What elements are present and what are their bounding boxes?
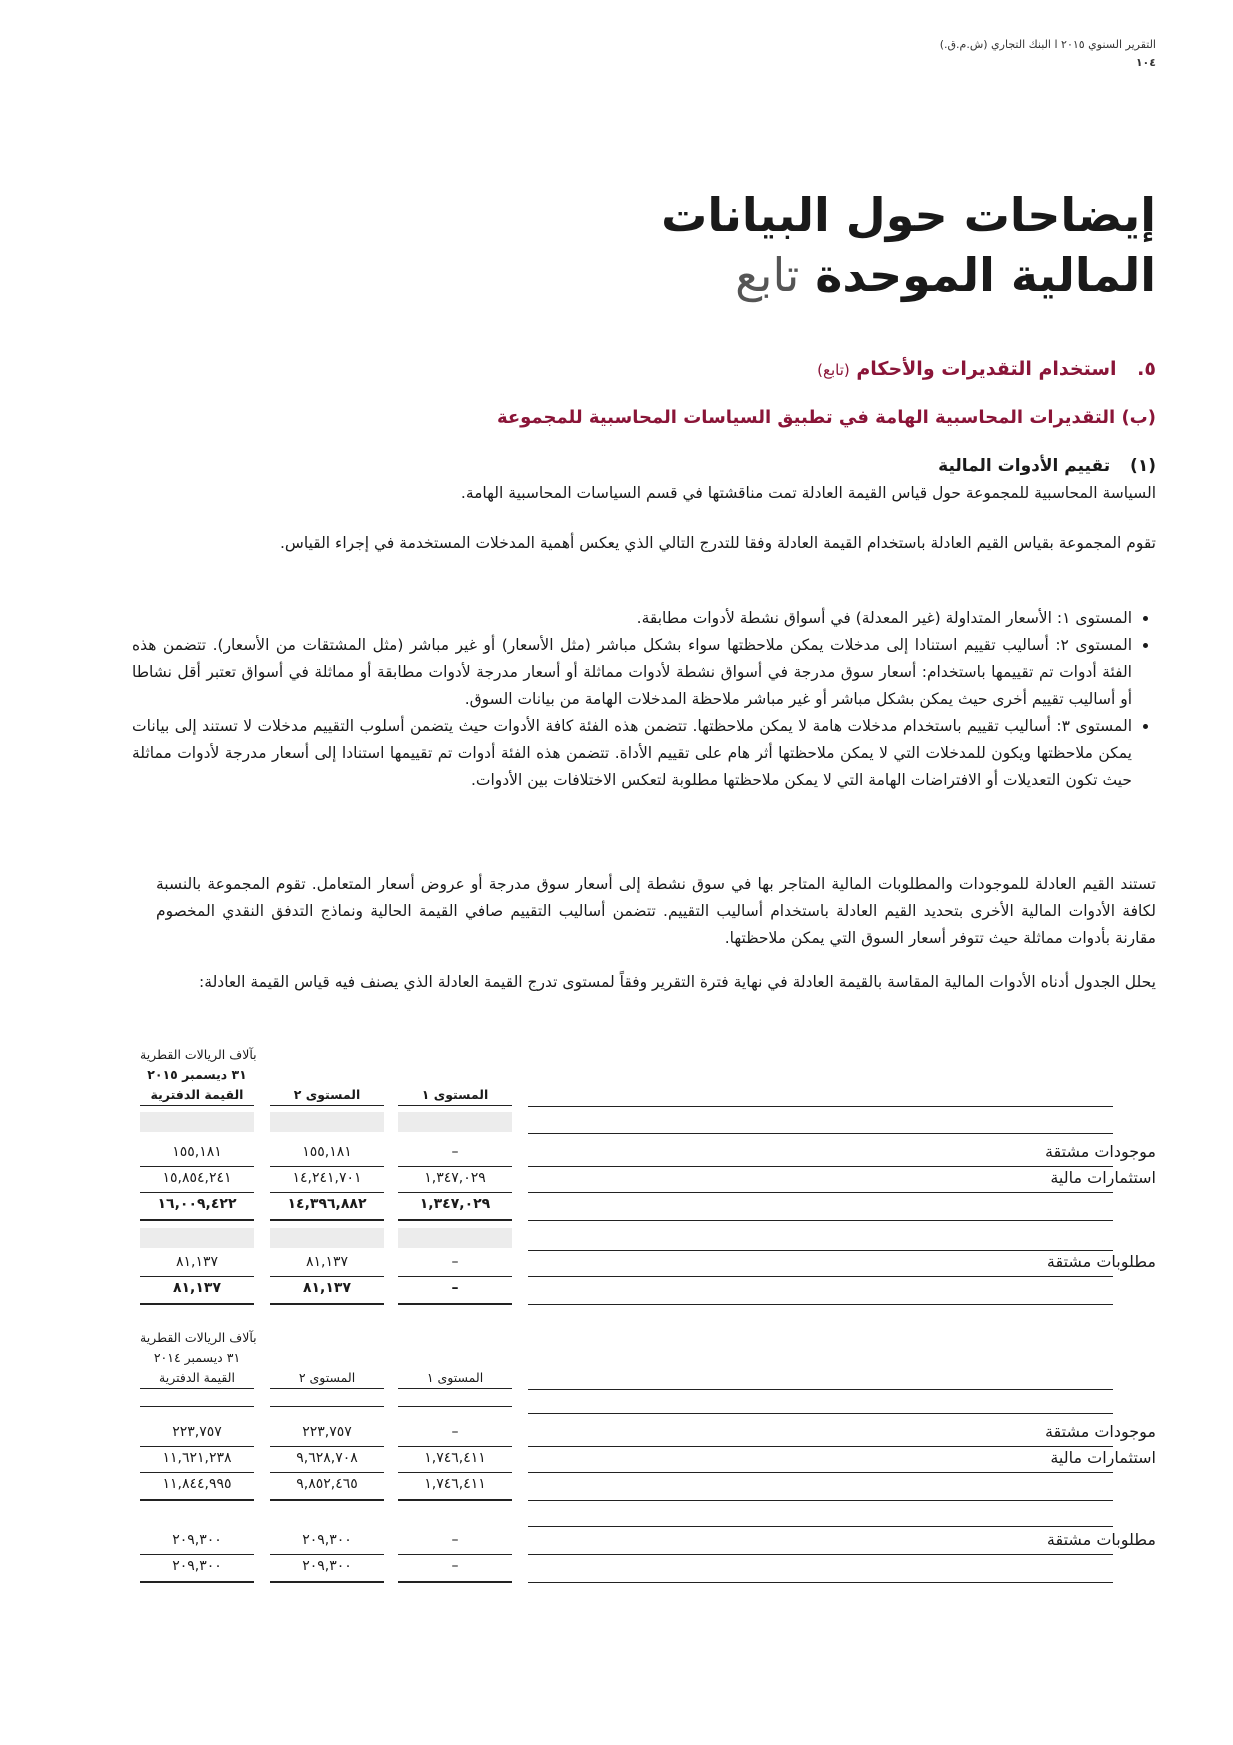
label-col-rule [528, 1304, 1113, 1305]
row-label: موجودات مشتقة [1044, 1422, 1156, 1441]
list-item: • المستوى ٢: أساليب تقييم استنادا إلى مدخلات يمكن ملاحظتها سواء بشكل مباشر (مثل الأسعار) أو غير مباشر (مثل المشتقات من الأسعار). تتضمن هذه الفئة أدوات تم تقييمها باستخدام: أسعار سوق مدرجة في أسواق نشطة لأدوات مماثلة أو أسعار مدرجة لأدوات مطابقة أو مماثلة في أسواق تعتبر أقل نشاطا أو أساليب تقييم أخرى حيث يمكن بشكل مباشر أو غير مباشر ملاحظة المدخلات الهامة من بيانات السوق. [132, 632, 1132, 713]
report-header: التقرير السنوي ٢٠١٥ ا البنك التجاري (ش.م.ق.) [939, 38, 1156, 51]
label-col-rule [528, 1413, 1113, 1414]
table-date: ٣١ ديسمبر ٢٠١٤ [153, 1350, 241, 1365]
label-col-rule [528, 1133, 1113, 1134]
total-rule [270, 1303, 384, 1305]
table-unit: بآلاف الريالات القطرية [140, 1047, 257, 1062]
cell-carrying: ٨١,١٣٧ [172, 1280, 222, 1296]
total-rule [140, 1499, 254, 1501]
cell-carrying: ٢٢٣,٧٥٧ [172, 1424, 222, 1440]
cell-rule [398, 1276, 512, 1277]
cell-rule [398, 1166, 512, 1167]
total-rule [270, 1499, 384, 1501]
cell-level1: – [451, 1144, 459, 1160]
cell-rule [398, 1446, 512, 1447]
cell-rule [140, 1472, 254, 1473]
total-rule [398, 1219, 512, 1221]
label-col-rule [528, 1526, 1113, 1527]
cell-carrying: ٢٠٩,٣٠٠ [172, 1532, 222, 1548]
cell-carrying: ٢٠٩,٣٠٠ [172, 1558, 222, 1574]
cell-carrying: ٨١,١٣٧ [175, 1254, 219, 1270]
cell-level2: ١٥٥,١٨١ [302, 1144, 352, 1160]
total-rule [398, 1499, 512, 1501]
page-number: ١٠٤ [1135, 56, 1156, 69]
total-rule [140, 1219, 254, 1221]
cell-rule [140, 1166, 254, 1167]
cell-rule [398, 1472, 512, 1473]
cell-carrying: ١٥,٨٥٤,٢٤١ [162, 1170, 232, 1186]
title-continued: تابع [735, 248, 800, 302]
total-rule [140, 1581, 254, 1583]
cell-rule [270, 1192, 384, 1193]
label-col-rule [528, 1500, 1113, 1501]
row-label: مطلوبات مشتقة [1046, 1530, 1156, 1549]
table-date: ٣١ ديسمبر ٢٠١٥ [147, 1067, 247, 1082]
cell-rule [140, 1192, 254, 1193]
cell-level2: ٩,٦٢٨,٧٠٨ [296, 1450, 358, 1466]
col-header-level1: المستوى ١ [398, 1370, 512, 1389]
cell-rule [270, 1276, 384, 1277]
paragraph-fair-value: تستند القيم العادلة للموجودات والمطلوبات المالية المتاجر بها في سوق نشطة إلى أسعار سوق مدرجة أو عروض أسعار المتعامل. تقوم المجموعة بالنسبة لكافة الأدوات المالية الأخرى بتحديد القيم العادلة باستخدام أساليب التقييم. تتضمن أساليب التقييم صافي القيمة الحالية ونماذج التدفق النقدي المخصوم مقارنة بأدوات مماثلة حيث تتوفر أسعار السوق التي يمكن ملاحظتها. [156, 875, 1156, 947]
shade-cell [398, 1112, 512, 1132]
cell-rule [270, 1554, 384, 1555]
cell-rule [398, 1192, 512, 1193]
cell-level1: ١,٣٤٧,٠٢٩ [419, 1196, 491, 1212]
subsection-1-heading [938, 456, 1156, 476]
label-col-rule [528, 1220, 1113, 1221]
cell-rule [270, 1446, 384, 1447]
label-col-rule [528, 1106, 1113, 1107]
cell-level1: – [451, 1532, 459, 1548]
cell-rule [140, 1276, 254, 1277]
cell-rule [270, 1472, 384, 1473]
total-rule [398, 1303, 512, 1305]
subsection-b-heading: (ب) التقديرات المحاسبية الهامة في تطبيق السياسات المحاسبية للمجموعة [496, 407, 1156, 428]
shade-cell [270, 1112, 384, 1132]
cell-level1: – [451, 1424, 459, 1440]
paragraph-hierarchy: تقوم المجموعة بقياس القيم العادلة باستخدام القيمة العادلة وفقا للتدرج التالي الذي يعكس أهمية المدخلات المستخدمة في إجراء القياس. [280, 534, 1156, 552]
shade-cell [270, 1228, 384, 1248]
cell-level1: ١,٧٤٦,٤١١ [424, 1476, 486, 1492]
total-rule [270, 1219, 384, 1221]
cell-level2: ٢٠٩,٣٠٠ [302, 1558, 352, 1574]
label-col-rule [528, 1250, 1113, 1251]
total-rule [140, 1303, 254, 1305]
section-heading [817, 358, 1156, 380]
total-rule [398, 1581, 512, 1583]
cell-level1: ١,٣٤٧,٠٢٩ [424, 1170, 486, 1186]
col-header-level2: المستوى ٢ [270, 1370, 384, 1389]
cell-carrying: ١٦,٠٠٩,٤٢٢ [157, 1196, 237, 1212]
col-header-carrying: القيمة الدفترية [140, 1087, 254, 1106]
level-list [132, 605, 1156, 794]
cell-level2: ١٤,٣٩٦,٨٨٢ [287, 1196, 367, 1212]
cell-level1: – [451, 1254, 459, 1270]
cell-rule [140, 1554, 254, 1555]
col-header-carrying: القيمة الدفترية [140, 1370, 254, 1389]
cell-carrying: ١١,٨٤٤,٩٩٥ [162, 1476, 232, 1492]
paragraph-policy: السياسة المحاسبية للمجموعة حول قياس القيمة العادلة تمت مناقشتها في قسم السياسات المحاسبية الهامة. [460, 484, 1156, 502]
list-item: • المستوى ١: الأسعار المتداولة (غير المعدلة) في أسواق نشطة لأدوات مطابقة. [132, 605, 1132, 632]
cell-rule [398, 1406, 512, 1407]
label-col-rule [528, 1472, 1113, 1473]
page-title-line1: إيضاحات حول البيانات [661, 188, 1156, 242]
label-col-rule [528, 1554, 1113, 1555]
title-bold-part: المالية الموحدة [815, 248, 1156, 302]
label-col-rule [528, 1389, 1113, 1390]
cell-rule [270, 1166, 384, 1167]
cell-level2: ٢٢٣,٧٥٧ [302, 1424, 352, 1440]
label-col-rule [528, 1582, 1113, 1583]
cell-level1: ١,٧٤٦,٤١١ [424, 1450, 486, 1466]
paragraph-table-intro: يحلل الجدول أدناه الأدوات المالية المقاسة بالقيمة العادلة في نهاية فترة التقرير وفقاً لمستوى تدرج القيمة العادلة الذي يصنف فيه قياس القيمة العادلة: [199, 973, 1156, 991]
row-label: استثمارات مالية [1050, 1448, 1156, 1467]
cell-level1: – [451, 1280, 459, 1296]
cell-rule [270, 1406, 384, 1407]
label-col-rule [528, 1192, 1113, 1193]
subsection-number: (١) [1130, 456, 1156, 476]
cell-level2: ١٤,٢٤١,٧٠١ [292, 1170, 362, 1186]
cell-level2: ٨١,١٣٧ [302, 1280, 352, 1296]
cell-level2: ٩,٨٥٢,٤٦٥ [296, 1476, 358, 1492]
shade-cell [398, 1228, 512, 1248]
section-number: ٥. [1137, 358, 1156, 380]
col-header-level2: المستوى ٢ [270, 1087, 384, 1106]
cell-level1: – [451, 1558, 459, 1574]
cell-level2: ٢٠٩,٣٠٠ [302, 1532, 352, 1548]
cell-rule [140, 1406, 254, 1407]
label-col-rule [528, 1446, 1113, 1447]
cell-rule [398, 1554, 512, 1555]
total-rule [270, 1581, 384, 1583]
row-label: استثمارات مالية [1050, 1168, 1156, 1187]
subsection-title: تقييم الأدوات المالية [938, 456, 1111, 476]
list-item: • المستوى ٣: أساليب تقييم باستخدام مدخلات هامة لا يمكن ملاحظتها. تتضمن هذه الفئة كافة الأدوات حيث يتضمن أسلوب التقييم مدخلات لا تستند إلى بيانات يمكن ملاحظتها ويكون للمدخلات التي لا يمكن ملاحظتها أثر هام على تقييم الأداة. تتضمن هذه الفئة أدوات تم تقييمها استنادا إلى أسعار مدرجة لأدوات مماثلة حيث تكون التعديلات أو الافتراضات الهامة التي لا يمكن ملاحظتها مطلوبة لتعكس الاختلافات بين الأدوات. [132, 713, 1132, 794]
label-col-rule [528, 1166, 1113, 1167]
page-title-line2 [735, 246, 1156, 304]
cell-carrying: ١٥٥,١٨١ [172, 1144, 222, 1160]
section-continued: (تابع) [817, 361, 850, 379]
section-title: استخدام التقديرات والأحكام [856, 358, 1117, 380]
row-label: مطلوبات مشتقة [1046, 1252, 1156, 1271]
col-header-level1: المستوى ١ [398, 1087, 512, 1106]
cell-level2: ٨١,١٣٧ [305, 1254, 349, 1270]
shade-cell [140, 1112, 254, 1132]
label-col-rule [528, 1276, 1113, 1277]
cell-carrying: ١١,٦٢١,٢٣٨ [162, 1450, 232, 1466]
table-unit: بآلاف الريالات القطرية [140, 1330, 257, 1345]
row-label: موجودات مشتقة [1044, 1142, 1156, 1161]
cell-rule [140, 1446, 254, 1447]
shade-cell [140, 1228, 254, 1248]
